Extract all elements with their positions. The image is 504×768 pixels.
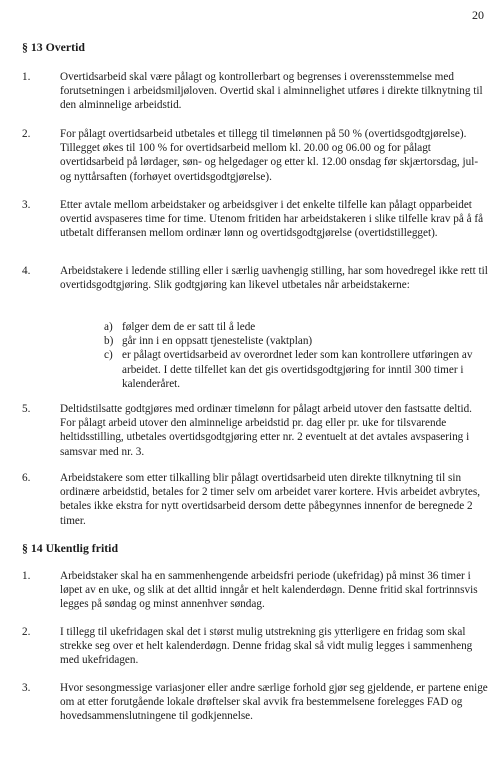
sublist-letter: c) bbox=[104, 349, 113, 362]
item-number: 2. bbox=[22, 626, 31, 638]
sublist-letter: a) bbox=[104, 321, 113, 333]
section-13-sublist bbox=[104, 320, 484, 391]
sublist-item-c bbox=[104, 348, 484, 391]
section-14-item-3 bbox=[22, 681, 488, 724]
sublist-text: følger dem de er satt til å lede bbox=[122, 321, 256, 333]
item-number: 4. bbox=[22, 265, 31, 277]
item-number: 3. bbox=[22, 682, 31, 694]
item-text: Arbeidstakere i ledende stilling eller i særlig uavhengig stilling, har som hovedregel ikke rett til overtidsgodtgjøring. Slik godtgjøring kan likevel utbetales når arbeidstakerne: bbox=[60, 265, 488, 292]
section-13-item-5 bbox=[22, 402, 488, 459]
item-number: 6. bbox=[22, 472, 31, 484]
item-text: Etter avtale mellom arbeidstaker og arbeidsgiver i det enkelte tilfelle kan pålagt opparbeidet overtid avspaseres time for time. Utenom fritiden har arbeidstakeren i slike tilfelle krav på å få utbetalt differansen mellom ordinær lønn og overtidsgodtgjørelse (overtidstillegget). bbox=[60, 199, 484, 240]
item-number: 1. bbox=[22, 71, 31, 83]
section-13-item-3 bbox=[22, 198, 488, 241]
section-13-item-1 bbox=[22, 70, 488, 113]
item-text: I tillegg til ukefridagen skal det i størst mulig utstrekning gis ytterligere en fridag som skal strekke seg over et helt kalenderdøgn. Denne fridag skal så vidt mulig legges i sammenheng med ukefridagen. bbox=[60, 626, 473, 667]
item-text: Arbeidstakere som etter tilkalling blir pålagt overtidsarbeid uten direkte tilknytning til sin ordinære arbeidstid, betales for 2 timer selv om arbeidet varer kortere. Hvis arbeidet avbrytes, betales ikke ekstra for nytt overtidsarbeid dersom dette påbegynnes innenfor de beregnede 2 timer. bbox=[60, 472, 481, 527]
item-number: 2. bbox=[22, 128, 31, 140]
item-text: Arbeidstaker skal ha en sammenhengende arbeidsfri periode (ukefridag) på minst 36 timer i løpet av en uke, og slik at det alltid inngår et helt kalenderdøgn. Denne fritid skal fortrinnsvis legges på søndag og minst annenhver søndag. bbox=[60, 570, 478, 611]
section-13-item-2 bbox=[22, 127, 488, 184]
item-text: For pålagt overtidsarbeid utbetales et tillegg til timelønnen på 50 % (overtidsgodtgjørelse). Tillegget økes til 100 % for overtidsarbeid mellom kl. 20.00 og 06.00 og for pålagt overtidsarbeid på lørdager, søn- og helgedager og etter kl. 12.00 onsdag før skjærtorsdag, jul- og nyttårsaften (forhøyet overtidsgodtgjørelse). bbox=[60, 128, 479, 183]
section-14-heading: § 14 Ukentlig fritid bbox=[22, 541, 119, 555]
sublist-item-b bbox=[104, 334, 484, 348]
section-13-heading: § 13 Overtid bbox=[22, 40, 85, 54]
section-13-item-4 bbox=[22, 264, 488, 292]
section-14-item-2 bbox=[22, 625, 488, 668]
item-number: 5. bbox=[22, 403, 31, 415]
sublist-item-a bbox=[104, 320, 484, 334]
sublist-text: går inn i en oppsatt tjenesteliste (vaktplan) bbox=[122, 335, 313, 348]
section-14-item-1 bbox=[22, 569, 488, 612]
section-13-item-6 bbox=[22, 471, 488, 528]
sublist-letter: b) bbox=[104, 335, 114, 348]
item-text: Deltidstilsatte godtgjøres med ordinær timelønn for pålagt arbeid utover den fastsatte deltid. For pålagt arbeid utover den alminnelige arbeidstid pr. dag eller pr. uke for tilsvarende heltidsstilling, utbetales overtidsgodtgjøring etter nr. 2 eventuelt at det avtales avspasering i samsvar med nr. 3. bbox=[60, 403, 472, 458]
item-number: 3. bbox=[22, 199, 31, 211]
page-number: 20 bbox=[472, 8, 484, 22]
sublist-text: er pålagt overtidsarbeid av overordnet leder som kan kontrollere utføringen av arbeidet. I dette tilfellet kan det gis overtidsgodtgjøring for inntil 300 timer i kalenderåret. bbox=[122, 349, 473, 390]
item-number: 1. bbox=[22, 570, 31, 582]
item-text: Hvor sesongmessige variasjoner eller andre særlige forhold gjør seg gjeldende, er partene enige om at etter forutgående lokale drøftelser skal avvik fra bestemmelsene forelegges FAD og hovedsammenslutningene til godkjennelse. bbox=[60, 682, 488, 723]
item-text: Overtidsarbeid skal være pålagt og kontrollerbart og begrenses i overensstemmelse med forutsetningen i arbeidsmiljøloven. Overtid skal i alminnelighet utføres i direkte tilknytning til den alminnelige arbeidstid. bbox=[60, 71, 483, 112]
